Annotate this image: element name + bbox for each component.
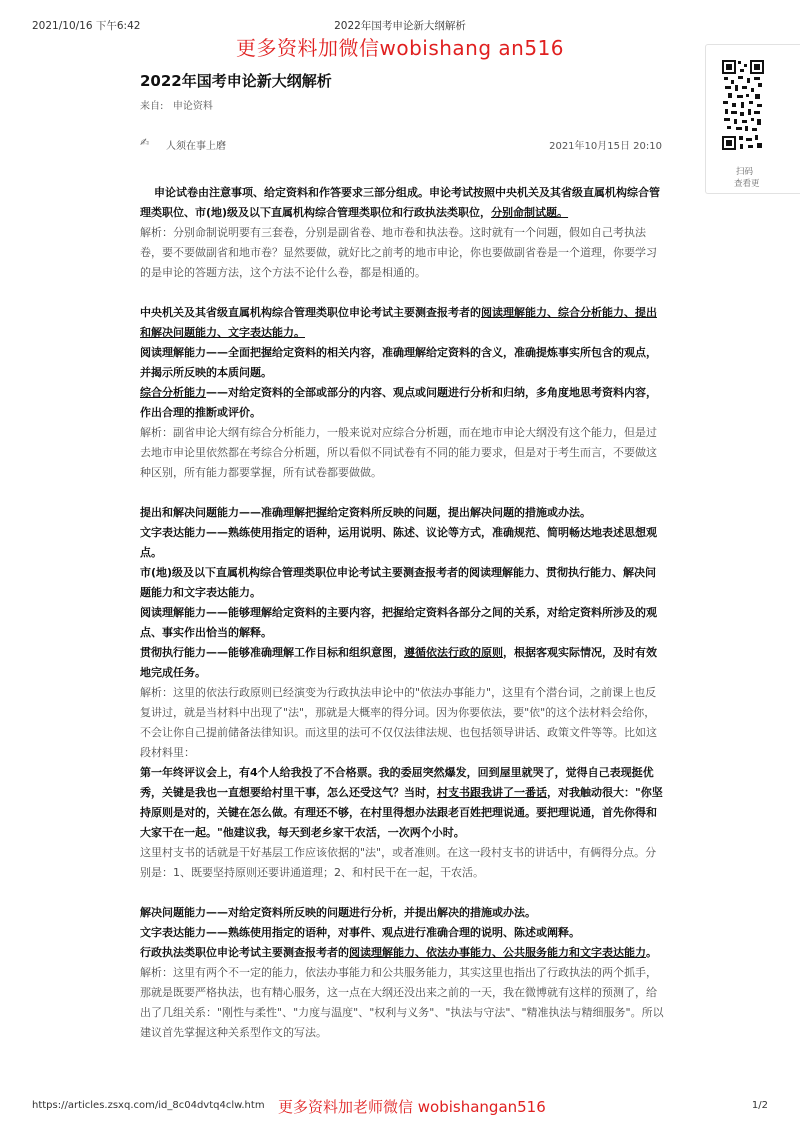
paragraph: 文字表达能力——熟练使用指定的语种，运用说明、陈述、议论等方式，准确规范、简明畅达地表述思想观点。 xyxy=(140,526,657,559)
analysis-paragraph: 解析：这里的依法行政原则已经演变为行政执法申论中的"依法办事能力"，这里有个潜台词，之前课上也反复讲过，就是当材料中出现了"法"，那就是大概率的得分词。因为你要依法，要"依"的这个法材料会给你，不会让你自己提前储备法律知识。而这里的法可不仅仅法律法规、也包括领导讲话、政策文件等等。比如这段材料里： xyxy=(140,686,657,759)
author-name[interactable]: 人须在事上磨 xyxy=(166,141,226,152)
paragraph: 贯彻执行能力——能够准确理解工作目标和组织意图，遵循依法行政的原则，根据客观实际情况，及时有效地完成任务。 xyxy=(140,646,657,679)
print-date: 2021/10/16 下午6:42 xyxy=(32,20,141,32)
footer-url[interactable]: https://articles.zsxq.com/id_8c04dvtq4clw.htm xyxy=(32,1100,265,1111)
paragraph: 文字表达能力——熟练使用指定的语种，对事件、观点进行准确合理的说明、陈述或阐释。 xyxy=(140,926,580,939)
qr-caption-more: 查看更 xyxy=(734,179,760,189)
paragraph: 行政执法类职位申论考试主要测查报考者的阅读理解能力、依法办事能力、公共服务能力和文字表达能力。 xyxy=(140,946,657,959)
paragraph: 提出和解决问题能力——准确理解把握给定资料所反映的问题，提出解决问题的措施或办法。 xyxy=(140,506,591,519)
watermark-top: 更多资料加微信wobishang an516 xyxy=(235,36,565,60)
qr-panel[interactable] xyxy=(705,44,800,194)
source-label: 来自: xyxy=(140,101,164,112)
paragraph: 阅读理解能力——全面把握给定资料的相关内容，准确理解给定资料的含义，准确提炼事实所包含的观点，并揭示所反映的本质问题。 xyxy=(140,346,657,379)
article-body xyxy=(140,183,665,1043)
quote-paragraph: 第一年终评议会上，有4个人给我投了不合格票。我的委屈突然爆发，回到屋里就哭了，觉得自己表现挺优秀，关键是我也一直想要给村里干事，怎么还受这气？当时，村支书跟我讲了一番话，对我触动很大："你坚持原则是对的，关键在怎么做。有理还不够，在村里得想办法跟老百姓把理说通。要把理说通，首先你得和大家干在一起。"他建议我，每天到老乡家干农活，一次两个小时。 xyxy=(140,766,663,839)
page-number: 1/2 xyxy=(751,1100,768,1111)
paragraph: 解决问题能力——对给定资料所反映的问题进行分析，并提出解决的措施或办法。 xyxy=(140,906,536,919)
watermark-bottom: 更多资料加老师微信 wobishangan516 xyxy=(278,1098,546,1116)
print-title: 2022年国考申论新大纲解析 xyxy=(334,20,466,32)
paragraph: 阅读理解能力——能够理解给定资料的主要内容，把握给定资料各部分之间的关系，对给定资料所涉及的观点、事实作出恰当的解释。 xyxy=(140,606,657,639)
qr-caption-scan: 扫码 xyxy=(736,167,754,177)
author-row xyxy=(140,136,662,150)
analysis-paragraph: 解析：分别命制说明要有三套卷，分别是副省卷、地市卷和执法卷。这时就有一个问题，假如自己考执法卷，要不要做副省和地市卷？显然要做，就好比之前考的地市申论，你也要做副省卷是一个道理，你要学习的是申论的答题方法，这个方法不论什么卷，都是相通的。 xyxy=(140,226,657,279)
paragraph: 综合分析能力——对给定资料的全部或部分的内容、观点或问题进行分析和归纳，多角度地思考资料内容，作出合理的推断或评价。 xyxy=(140,386,657,419)
source-value[interactable]: 申论资料 xyxy=(172,101,213,112)
analysis-paragraph: 解析：副省申论大纲有综合分析能力，一般来说对应综合分析题，而在地市申论大纲没有这个能力，但是过去地市申论里依然都在考综合分析题，所以看似不同试卷有不同的能力要求，但是对于考生而言，不要做这种区别，所有能力都要掌握，所有试卷都要做做。 xyxy=(140,426,657,479)
analysis-paragraph: 这里村支书的话就是干好基层工作应该依据的"法"，或者准则。在这一段村支书的讲话中，有俩得分点。分别是：1、既要坚持原则还要讲通道理；2、和村民干在一起，干农活。 xyxy=(140,846,657,879)
quill-icon: ✍ xyxy=(140,136,150,149)
qr-code-icon[interactable] xyxy=(722,59,764,151)
publish-time: 2021年10月15日 20:10 xyxy=(549,141,662,152)
print-header xyxy=(32,18,768,32)
paragraph: 中央机关及其省级直属机构综合管理类职位申论考试主要测查报考者的阅读理解能力、综合分析能力、提出和解决问题能力、文字表达能力。 xyxy=(140,306,657,339)
analysis-paragraph: 解析：这里有两个不一定的能力，依法办事能力和公共服务能力，其实这里也指出了行政执法的两个抓手，那就是既要严格执法，也有精心服务，这一点在大纲还没出来之前的一天，我在微博就有这样的预测了，给出了几组关系："刚性与柔性"、"力度与温度"、"权利与义务"、"执法与守法"、"精准执法与精细服务"。所以建议首先掌握这种关系型作文的写法。 xyxy=(140,966,664,1039)
paragraph: 申论试卷由注意事项、给定资料和作答要求三部分组成。申论考试按照中央机关及其省级直属机构综合管理类职位、市(地)级及以下直属机构综合管理类职位和行政执法类职位，分别命制试题。 xyxy=(140,186,660,219)
article-source xyxy=(140,97,213,112)
article-title: 2022年国考申论新大纲解析 xyxy=(140,72,332,90)
paragraph: 市(地)级及以下直属机构综合管理类职位申论考试主要测查报考者的阅读理解能力、贯彻执行能力、解决问题能力和文字表达能力。 xyxy=(140,566,657,599)
